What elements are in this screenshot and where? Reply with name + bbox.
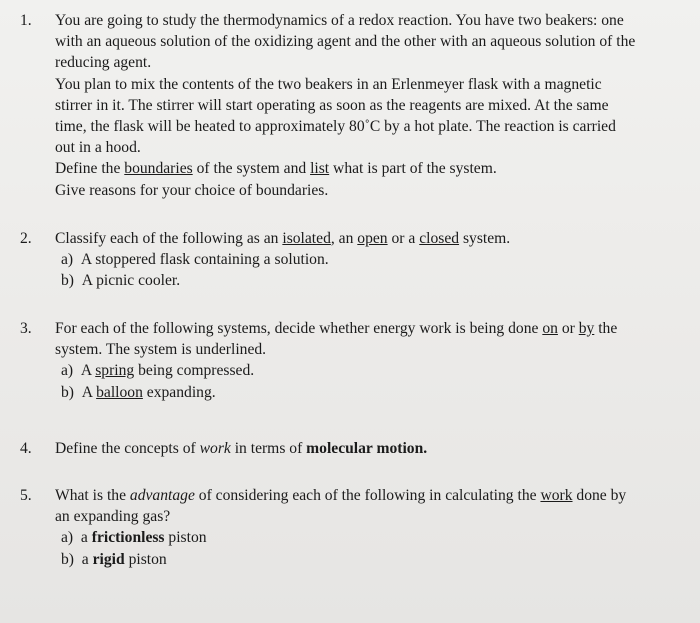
text-run: For each of the following systems, decide whether energy work is being done bbox=[55, 320, 543, 337]
question-stem bbox=[55, 228, 690, 249]
text-run: a bbox=[81, 550, 93, 568]
text-run: system. bbox=[459, 230, 511, 247]
sub-item-label: b) bbox=[61, 383, 74, 401]
advantage-term: advantage bbox=[129, 487, 195, 504]
question-text-line: stirrer in it. The stirrer will start operating as soon as the reagents are mixed. At the same bbox=[55, 96, 609, 114]
isolated-term: isolated bbox=[282, 230, 331, 247]
question-number: 2. bbox=[20, 230, 32, 247]
text-run: or bbox=[557, 320, 579, 337]
question-2 bbox=[20, 228, 690, 292]
sub-item-label: b) bbox=[61, 272, 74, 290]
sub-item-label: a) bbox=[61, 251, 74, 269]
text-run: piston bbox=[164, 529, 207, 547]
question-number: 3. bbox=[20, 320, 32, 337]
text-run: piston bbox=[124, 550, 167, 568]
boundaries-term: boundaries bbox=[124, 160, 193, 178]
on-term: on bbox=[542, 320, 558, 337]
reasons-instruction: Give reasons for your choice of boundaries. bbox=[55, 181, 329, 199]
text-run: the bbox=[594, 320, 618, 337]
sub-item-label: a) bbox=[61, 362, 74, 380]
sub-item-text: A stoppered flask containing a solution. bbox=[80, 251, 329, 269]
question-stem-line2: an expanding gas? bbox=[55, 508, 171, 526]
sub-item-text: A picnic cooler. bbox=[81, 272, 181, 290]
text-run: of considering each of the following in calculating the bbox=[194, 487, 541, 504]
work-term: work bbox=[540, 487, 573, 504]
question-stem-line2: system. The system is underlined. bbox=[55, 341, 267, 359]
open-term: open bbox=[357, 230, 388, 247]
question-text-line: You plan to mix the contents of the two beakers in an Erlenmeyer flask with a magnetic bbox=[55, 75, 602, 93]
text-run: expanding. bbox=[142, 383, 216, 401]
question-stem bbox=[55, 485, 690, 506]
work-term: work bbox=[199, 440, 231, 457]
question-stem bbox=[55, 438, 690, 459]
rigid-term: rigid bbox=[92, 550, 125, 568]
text-run: What is the bbox=[55, 487, 130, 504]
question-4 bbox=[20, 438, 690, 459]
question-3 bbox=[20, 318, 690, 403]
text-run: Define the concepts of bbox=[55, 440, 200, 457]
frictionless-term: frictionless bbox=[91, 529, 165, 547]
sub-item bbox=[61, 360, 690, 381]
sub-item bbox=[61, 549, 690, 570]
molecular-motion-term: molecular motion. bbox=[306, 440, 428, 457]
question-text-line: reducing agent. bbox=[55, 54, 152, 72]
question-number: 4. bbox=[20, 440, 32, 457]
sub-item bbox=[61, 527, 690, 548]
question-1 bbox=[20, 10, 690, 201]
define-instruction bbox=[55, 158, 690, 179]
text-run: , an bbox=[330, 230, 358, 247]
by-term: by bbox=[578, 320, 595, 337]
question-5 bbox=[20, 485, 690, 570]
text-run: being compressed. bbox=[134, 362, 255, 380]
text-run: A bbox=[81, 383, 97, 401]
question-text-line: time, the flask will be heated to approximately 80˚C by a hot plate. The reaction is carried bbox=[55, 118, 616, 136]
text-run: Classify each of the following as an bbox=[55, 230, 283, 247]
text-run: in terms of bbox=[230, 440, 307, 457]
sub-item bbox=[61, 270, 690, 291]
sub-item-label: b) bbox=[61, 550, 74, 568]
question-text-line: with an aqueous solution of the oxidizing agent and the other with an aqueous solution of the bbox=[55, 33, 636, 51]
question-text-line: out in a hood. bbox=[55, 139, 141, 157]
question-number: 5. bbox=[20, 487, 32, 504]
sub-item-label: a) bbox=[61, 529, 74, 547]
system-term-balloon: balloon bbox=[96, 383, 143, 401]
text-run: of the system and bbox=[192, 160, 311, 178]
closed-term: closed bbox=[419, 230, 460, 247]
sub-item bbox=[61, 249, 690, 270]
text-run: A bbox=[80, 362, 96, 380]
text-run: done by bbox=[572, 487, 627, 504]
question-stem bbox=[55, 318, 690, 339]
text-run: what is part of the system. bbox=[329, 160, 497, 178]
list-term: list bbox=[310, 160, 330, 178]
system-term-spring: spring bbox=[95, 362, 135, 380]
question-number: 1. bbox=[20, 12, 32, 29]
sub-item bbox=[61, 382, 690, 403]
text-run: a bbox=[80, 529, 92, 547]
question-text-line: You are going to study the thermodynamics of a redox reaction. You have two beakers: one bbox=[55, 12, 624, 29]
text-run: Define the bbox=[55, 160, 125, 178]
text-run: or a bbox=[387, 230, 420, 247]
